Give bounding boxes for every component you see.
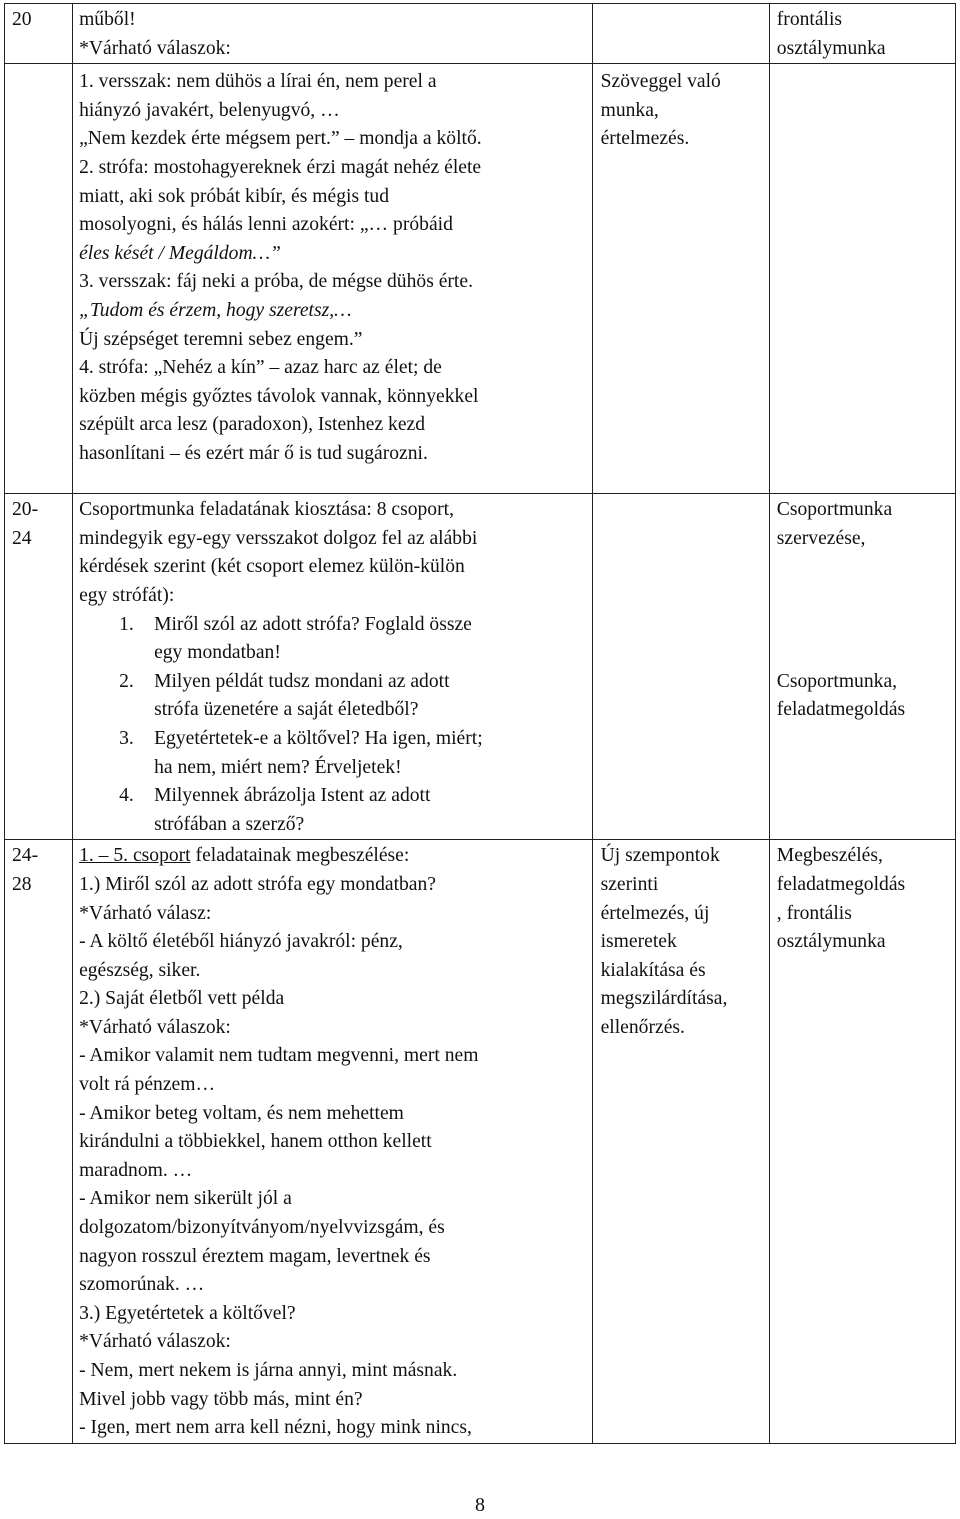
question-line: Milyennek ábrázolja Istent az adott [154, 785, 431, 807]
form-line: feladatmegoldás [776, 699, 906, 721]
form-line: , frontális [776, 902, 852, 924]
time-text: 20- [12, 499, 39, 521]
table-row [5, 64, 956, 494]
method-line: kialakítása és [600, 959, 706, 981]
content-cell [73, 840, 593, 1443]
content-line: szépült arca lesz (paradoxon), Istenhez kezd [79, 414, 426, 436]
content-line: - Nem, mert nekem is járna annyi, mint másnak. [79, 1360, 458, 1381]
content-line: - Amikor beteg voltam, és nem mehettem [79, 1102, 404, 1124]
question-item [79, 782, 592, 839]
spacer [777, 582, 955, 611]
content-line: kérdések szerint (két csoport elemez külön-külön [79, 556, 465, 578]
content-line: hiányzó javakért, belenyugvó, … [79, 99, 340, 121]
question-number: 2. [119, 670, 134, 692]
question-item [79, 668, 592, 725]
content-line: egészség, siker. [79, 959, 201, 981]
form-line: feladatmegoldás [776, 873, 906, 895]
content-line: közben mégis győztes távolok vannak, könnyekkel [79, 385, 479, 407]
content-line: 1.) Miről szól az adott strófa egy mondatban? [79, 873, 436, 895]
question-number: 3. [119, 727, 134, 749]
content-line: kirándulni a többiekkel, hanem otthon kellett [79, 1131, 432, 1153]
spacer [777, 639, 955, 668]
table-row [5, 4, 956, 64]
content-line: Mivel jobb vagy több más, mint én? [79, 1388, 363, 1410]
table-row [5, 494, 956, 840]
form-line: Megbeszélés, [776, 845, 883, 867]
content-line: 1. versszak: nem dühös a lírai én, nem perel a [79, 71, 437, 93]
content-line: 2.) Saját életből vett példa [79, 988, 285, 1010]
form-cell [769, 4, 955, 64]
table-row [5, 840, 956, 1443]
content-line: éles kését / Megáldom…” [79, 242, 281, 264]
content-line: 2. strófa: mostohagyereknek érzi magát nehéz élete [79, 156, 482, 178]
method-line: megszilárdítása, [600, 988, 728, 1010]
method-line: értelmezés, új [600, 902, 710, 924]
content-line: 4. strófa: „Nehéz a kín” – azaz harc az élet; de [79, 357, 442, 379]
content-cell [73, 64, 593, 494]
question-line: Miről szól az adott strófa? Foglald össze [154, 613, 472, 635]
content-line: „Tudom és érzem, hogy szeretsz,… [79, 299, 352, 321]
time-text: 24- [12, 845, 39, 867]
question-line: Milyen példát tudsz mondani az adott [154, 670, 450, 692]
spacer [777, 611, 955, 640]
content-cell [73, 494, 593, 840]
content-line: „Nem kezdek érte mégsem pert.” – mondja a költő. [79, 128, 482, 150]
time-cell [5, 840, 73, 1443]
content-cell [73, 4, 593, 64]
method-cell [592, 4, 769, 64]
content-line: 3.) Egyetértetek a költővel? [79, 1302, 296, 1324]
method-line: értelmezés. [600, 128, 690, 150]
content-line: mosolyogni, és hálás lenni azokért: „… próbáid [79, 214, 453, 236]
time-cell [5, 4, 73, 64]
question-line: ha nem, miért nem? Érveljetek! [154, 756, 402, 778]
question-line: egy mondatban! [154, 642, 281, 664]
content-line: - A költő életéből hiányzó javakról: pénz, [79, 931, 403, 953]
form-line: osztálymunka [776, 37, 886, 59]
content-line: nagyon rosszul éreztem magam, levertnek és [79, 1245, 431, 1267]
method-line: Szöveggel való [600, 71, 721, 93]
content-line: Csoportmunka feladatának kiosztása: 8 csoport, [79, 499, 454, 521]
content-line: *Várható válasz: [79, 902, 212, 924]
question-number: 4. [119, 785, 134, 807]
form-cell [769, 840, 955, 1443]
time-cell [5, 494, 73, 840]
method-line: Új szempontok [600, 845, 720, 867]
question-line: Egyetértetek-e a költővel? Ha igen, miért; [154, 727, 483, 749]
content-line: *Várható válaszok: [79, 1016, 231, 1038]
content-heading [79, 842, 592, 871]
question-item [79, 725, 592, 782]
content-line: hasonlítani – és ezért már ő is tud sugározni. [79, 442, 428, 464]
content-line: - Igen, mert nem arra kell nézni, hogy mink nincs, [79, 1417, 472, 1439]
question-line: strófában a szerző? [154, 813, 305, 835]
method-line: munka, [600, 99, 659, 121]
question-item [79, 611, 592, 668]
content-line: dolgozatom/bizonyítványom/nyelvvizsgám, és [79, 1217, 445, 1239]
content-line: *Várható válaszok: [79, 1331, 231, 1353]
content-line: *Várható válaszok: [79, 37, 231, 59]
time-text: 24 [12, 527, 32, 549]
content-line: miatt, aki sok próbát kibír, és mégis tud [79, 185, 390, 207]
form-cell [769, 494, 955, 840]
time-text: 28 [12, 873, 32, 895]
content-line: szomorúnak. … [79, 1274, 205, 1296]
method-cell [592, 494, 769, 840]
form-line: Csoportmunka, [776, 670, 898, 692]
content-line: maradnom. … [79, 1159, 193, 1181]
time-cell [5, 64, 73, 494]
content-line: - Amikor valamit nem tudtam megvenni, mert nem [79, 1045, 479, 1067]
content-line: 3. versszak: fáj neki a próba, de mégse dühös érte. [79, 271, 473, 293]
group-range: 1. – 5. csoport [79, 845, 191, 867]
question-line: strófa üzenetére a saját életedből? [154, 699, 419, 721]
question-number: 1. [119, 613, 134, 635]
content-line: volt rá pénzem… [79, 1074, 216, 1096]
method-line: ellenőrzés. [600, 1016, 685, 1038]
form-line: szervezése, [776, 527, 866, 549]
content-line: mindegyik egy-egy versszakot dolgoz fel az alábbi [79, 527, 478, 549]
heading-text: feladatainak megbeszélése: [190, 845, 410, 867]
method-line: ismeretek [600, 931, 677, 953]
method-cell [592, 64, 769, 494]
content-line: egy strófát): [79, 584, 175, 606]
form-line: osztálymunka [776, 931, 886, 953]
form-line: Csoportmunka [776, 499, 893, 521]
lesson-plan-table [4, 3, 956, 1444]
page-number: 8 [475, 1494, 485, 1516]
method-line: szerinti [600, 873, 659, 895]
form-cell [769, 64, 955, 494]
form-line: frontális [776, 9, 843, 30]
time-text: 20 [12, 9, 32, 30]
spacer [777, 553, 955, 582]
method-cell [592, 840, 769, 1443]
content-line: műből! [79, 9, 136, 30]
content-line: - Amikor nem sikerült jól a [79, 1188, 292, 1210]
content-line: Új szépséget teremni sebez engem.” [79, 328, 363, 350]
